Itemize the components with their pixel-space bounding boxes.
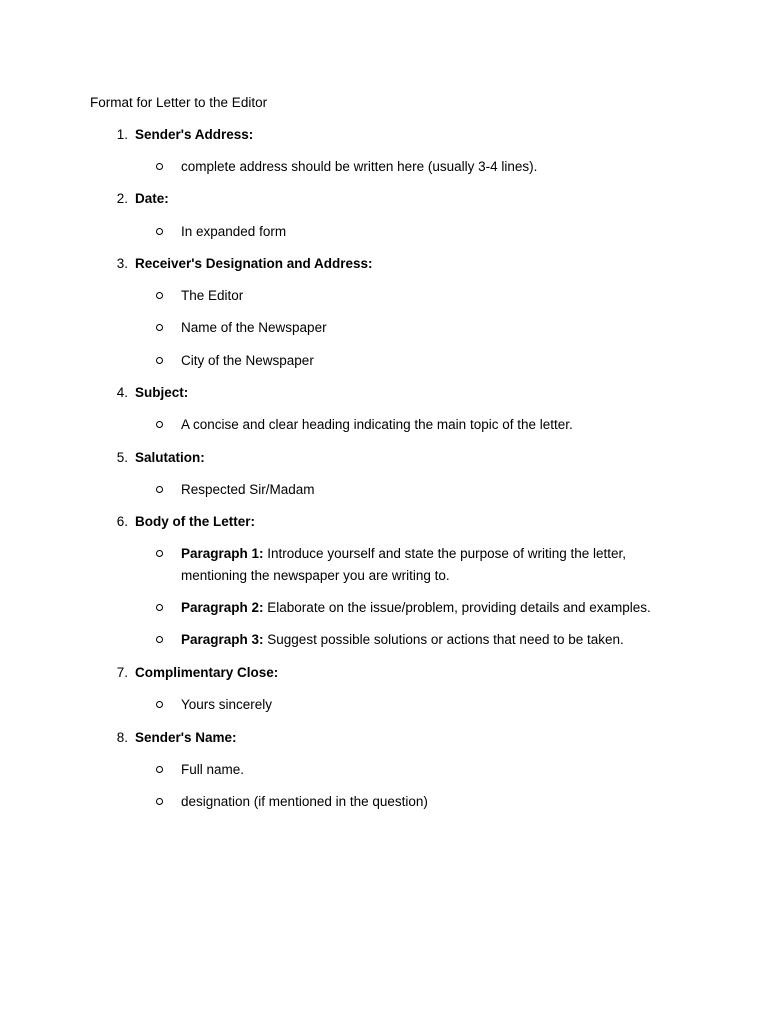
item-heading: Sender's Address: bbox=[135, 127, 254, 142]
bullet-icon bbox=[156, 228, 163, 235]
sub-item-text: A concise and clear heading indicating the main topic of the letter. bbox=[181, 417, 573, 432]
bullet-icon bbox=[156, 324, 163, 331]
bullet-icon bbox=[156, 163, 163, 170]
sub-item-text bbox=[181, 629, 624, 651]
bullet-icon bbox=[156, 550, 163, 557]
item-number: 8. bbox=[116, 730, 128, 745]
item-number: 5. bbox=[116, 450, 128, 465]
bullet-icon bbox=[156, 357, 163, 364]
bullet-icon bbox=[156, 798, 163, 805]
paragraph-text: Suggest possible solutions or actions that need to be taken. bbox=[263, 632, 624, 647]
item-heading: Salutation: bbox=[135, 450, 205, 465]
item-number: 1. bbox=[116, 127, 128, 142]
item-heading: Sender's Name: bbox=[135, 730, 237, 745]
bullet-icon bbox=[156, 766, 163, 773]
item-number: 2. bbox=[116, 191, 128, 206]
paragraph-text: Elaborate on the issue/problem, providing details and examples. bbox=[263, 600, 651, 615]
sub-item-text: City of the Newspaper bbox=[181, 353, 314, 368]
bullet-icon bbox=[156, 636, 163, 643]
sub-item-text: designation (if mentioned in the question) bbox=[181, 794, 428, 809]
paragraph-text: Introduce yourself and state the purpose of writing the letter, mentioning the newspaper you are writing to. bbox=[181, 546, 626, 583]
paragraph-lead: Paragraph 1: bbox=[181, 546, 264, 561]
bullet-icon bbox=[156, 701, 163, 708]
sub-item-text bbox=[181, 543, 661, 587]
bullet-icon bbox=[156, 604, 163, 611]
item-heading: Complimentary Close: bbox=[135, 665, 279, 680]
paragraph-lead: Paragraph 2: bbox=[181, 600, 264, 615]
sub-item-text: Yours sincerely bbox=[181, 697, 273, 712]
sub-item-text bbox=[181, 597, 651, 619]
paragraph-lead: Paragraph 3: bbox=[181, 632, 264, 647]
item-number: 4. bbox=[116, 385, 128, 400]
item-heading: Subject: bbox=[135, 385, 189, 400]
sub-item-text: In expanded form bbox=[181, 224, 287, 239]
sub-item-text: complete address should be written here (usually 3-4 lines). bbox=[181, 159, 538, 174]
item-heading: Date: bbox=[135, 191, 169, 206]
item-heading: Receiver's Designation and Address: bbox=[135, 256, 373, 271]
bullet-icon bbox=[156, 292, 163, 299]
item-number: 6. bbox=[116, 514, 128, 529]
document-title: Format for Letter to the Editor bbox=[90, 95, 268, 110]
bullet-icon bbox=[156, 421, 163, 428]
sub-item-text: Full name. bbox=[181, 762, 245, 777]
sub-item-text: The Editor bbox=[181, 288, 244, 303]
item-heading: Body of the Letter: bbox=[135, 514, 255, 529]
bullet-icon bbox=[156, 486, 163, 493]
item-number: 3. bbox=[116, 256, 128, 271]
item-number: 7. bbox=[116, 665, 128, 680]
sub-item-text: Name of the Newspaper bbox=[181, 320, 327, 335]
sub-item-text: Respected Sir/Madam bbox=[181, 482, 315, 497]
